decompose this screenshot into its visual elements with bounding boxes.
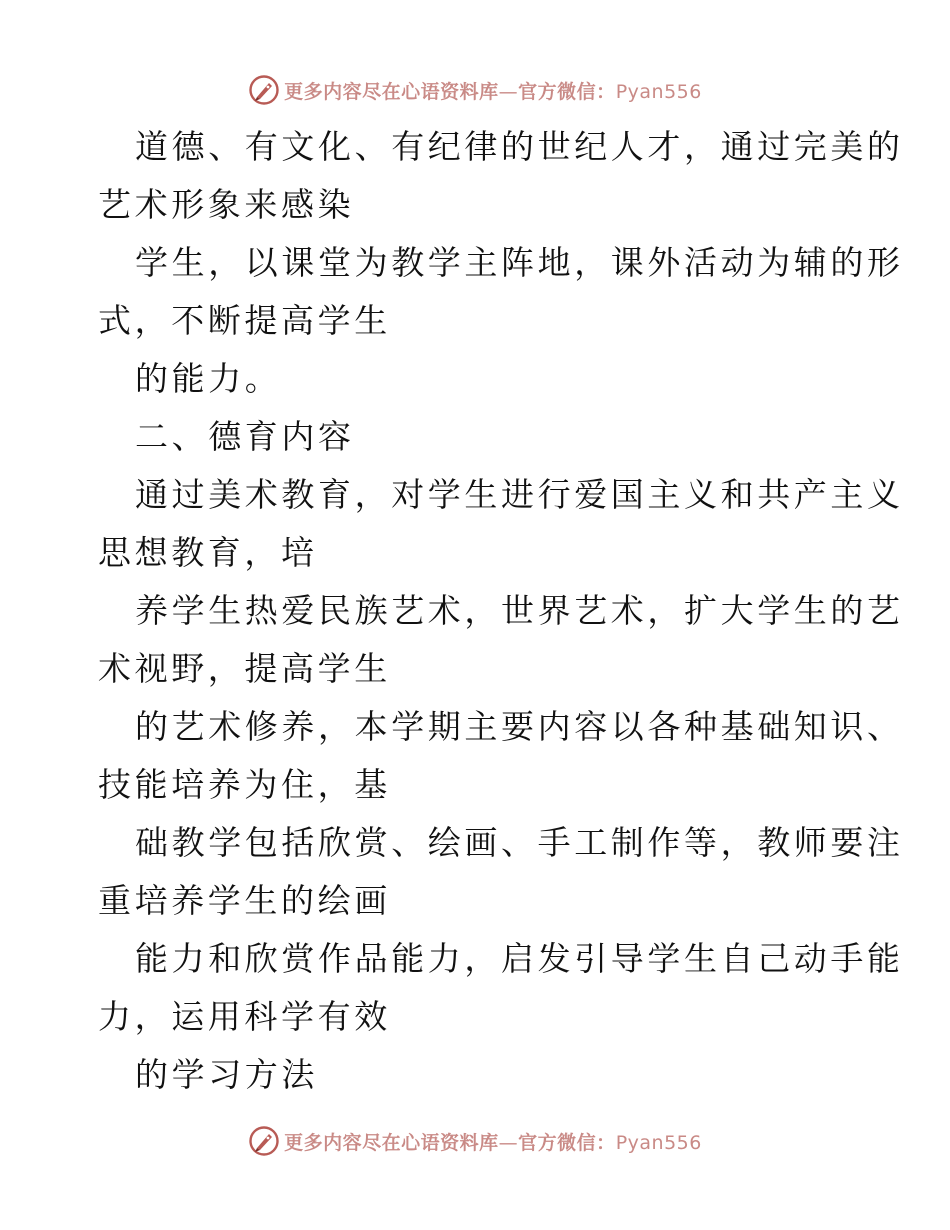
text-line: 养学生热爱民族艺术，世界艺术，扩大学生的艺 bbox=[135, 591, 904, 630]
watermark-separator: — bbox=[498, 1131, 519, 1154]
text-line: 术视野，提高学生 bbox=[98, 649, 391, 688]
text-line: 力，运用科学有效 bbox=[98, 997, 391, 1036]
watermark-site-name: 更多内容尽在心语资料库 bbox=[284, 80, 499, 103]
text-line: 思想教育，培 bbox=[98, 533, 318, 572]
text-line: 的能力。 bbox=[135, 359, 282, 398]
text-line: 学生，以课堂为教学主阵地，课外活动为辅的形 bbox=[135, 243, 904, 282]
watermark-official-label: 官方微信： bbox=[518, 1131, 616, 1154]
body-text bbox=[98, 118, 904, 1104]
text-line: 础教学包括欣赏、绘画、手工制作等，教师要注 bbox=[135, 823, 904, 862]
text-line: 的学习方法 bbox=[135, 1055, 318, 1094]
text-line: 重培养学生的绘画 bbox=[98, 881, 391, 920]
watermark-text bbox=[284, 77, 702, 104]
text-line: 技能培养为住，基 bbox=[98, 765, 391, 804]
watermark-separator: — bbox=[498, 80, 519, 103]
watermark-wechat-id: Pyan556 bbox=[615, 1131, 702, 1154]
watermark-wechat-id: Pyan556 bbox=[615, 80, 702, 103]
text-line: 道德、有文化、有纪律的世纪人才，通过完美的 bbox=[135, 127, 904, 166]
watermark-text bbox=[284, 1128, 702, 1155]
header-watermark bbox=[0, 73, 950, 107]
text-line: 二、德育内容 bbox=[135, 417, 355, 456]
watermark-site-name: 更多内容尽在心语资料库 bbox=[284, 1131, 499, 1154]
pen-nib-logo-icon bbox=[248, 1125, 280, 1157]
pen-nib-logo-icon bbox=[248, 74, 280, 106]
text-line: 艺术形象来感染 bbox=[98, 185, 355, 224]
text-line: 式，不断提高学生 bbox=[98, 301, 391, 340]
footer-watermark bbox=[0, 1124, 950, 1158]
text-line: 的艺术修养，本学期主要内容以各种基础知识、 bbox=[135, 707, 904, 746]
text-line: 能力和欣赏作品能力，启发引导学生自己动手能 bbox=[135, 939, 904, 978]
watermark-official-label: 官方微信： bbox=[518, 80, 616, 103]
text-line: 通过美术教育，对学生进行爱国主义和共产主义 bbox=[135, 475, 904, 514]
